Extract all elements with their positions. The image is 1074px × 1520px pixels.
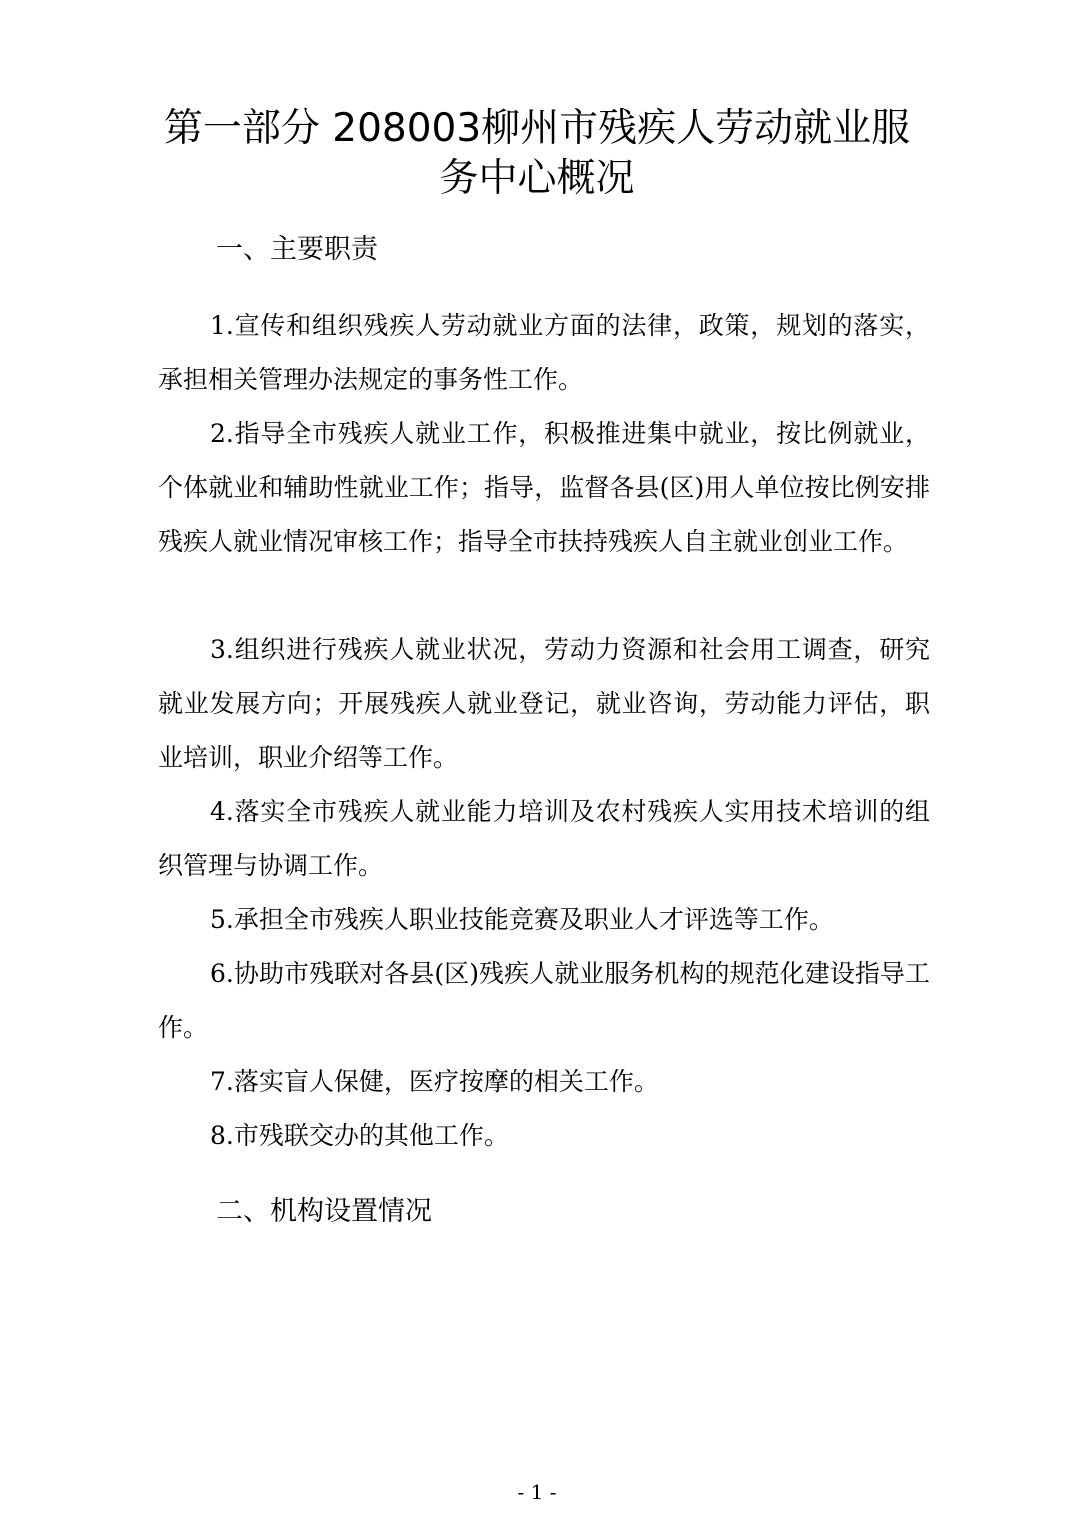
duty-item-8: 8.市残联交办的其他工作。 (210, 1121, 509, 1150)
duty-item-5: 5.承担全市残疾人职业技能竞赛及职业人才评选等工作。 (210, 905, 834, 934)
duty-item-4: 4.落实全市残疾人就业能力培训及农村残疾人实用技术培训的组织管理与协调工作。 (158, 797, 930, 880)
duty-item-7: 7.落实盲人保健，医疗按摩的相关工作。 (210, 1067, 659, 1096)
page-number: - 1 - (517, 1480, 557, 1504)
duty-item-3: 3.组织进行残疾人就业状况，劳动力资源和社会用工调查，研究就业发展方向；开展残疾人就业登记，就业咨询，劳动能力评估，职业培训，职业介绍等工作。 (158, 635, 930, 772)
duty-item-1: 1.宣传和组织残疾人劳动就业方面的法律，政策，规划的落实，承担相关管理办法规定的事务性工作。 (158, 311, 930, 394)
duty-item-6: 6.协助市残联对各县(区)残疾人就业服务机构的规范化建设指导工作。 (158, 959, 930, 1042)
duty-item-2: 2.指导全市残疾人就业工作，积极推进集中就业，按比例就业，个体就业和辅助性就业工作；指导，监督各县(区)用人单位按比例安排残疾人就业情况审核工作；指导全市扶持残疾人自主就业创业工作。 (158, 419, 930, 556)
section-heading-main-duties: 一、主要职责 (216, 234, 378, 265)
document-title-line-2: 务中心概况 (439, 156, 635, 201)
document-title-line-1: 第一部分 208003柳州市残疾人劳动就业服 (163, 106, 911, 151)
section-heading-organization: 二、机构设置情况 (216, 1196, 432, 1227)
